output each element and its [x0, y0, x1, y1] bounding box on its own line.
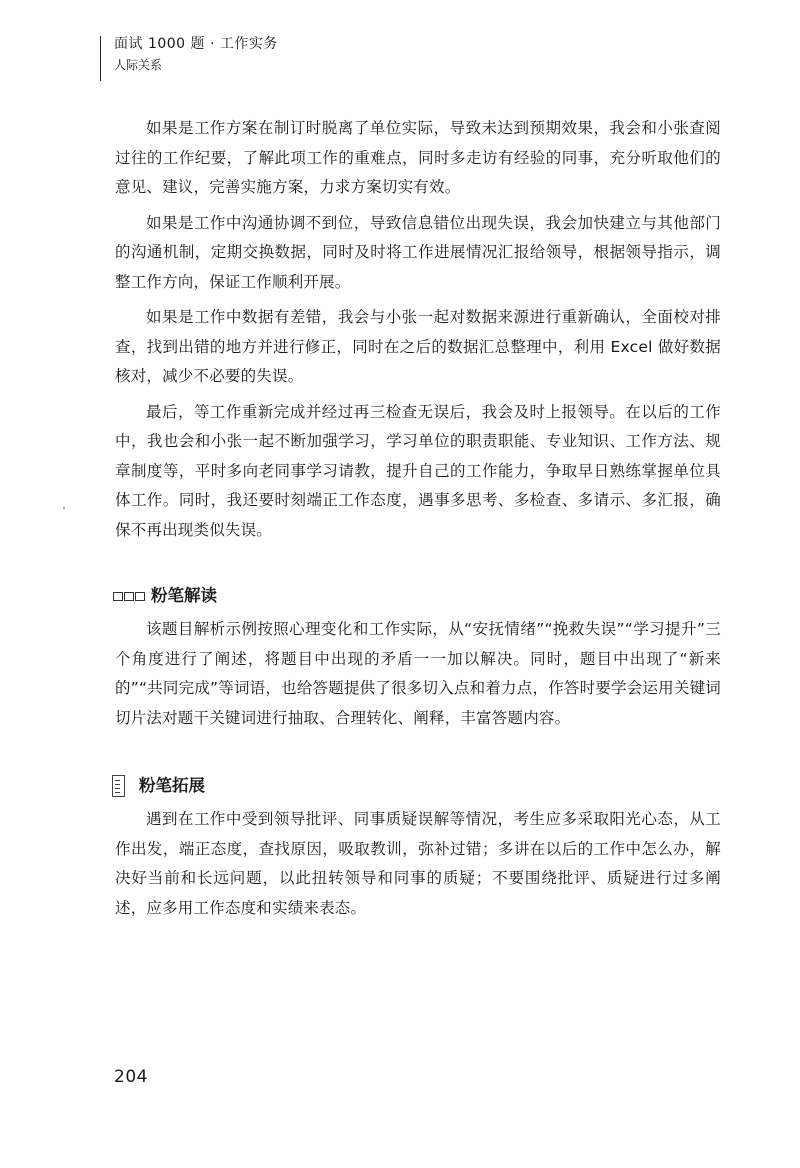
section-title: 粉笔拓展 — [139, 776, 205, 795]
body-paragraph: 如果是工作中数据有差错，我会与小张一起对数据来源进行重新确认，全面校对排查，找到出错的地方并进行修正，同时在之后的数据汇总整理中，利用 Excel 做好数据核对，减少不必要的失误。 — [115, 308, 721, 385]
chapter-title: 人际关系 — [114, 58, 163, 72]
book-title: 面试 1000 题 · 工作实务 — [114, 36, 278, 52]
section-heading-interpretation — [113, 583, 721, 609]
page-content — [115, 114, 721, 923]
header-rule — [100, 36, 101, 81]
body-paragraph: 如果是工作中沟通协调不到位，导致信息错位出现失误，我会加快建立与其他部门的沟通机制，定期交换数据，同时及时将工作进展情况汇报给领导，根据领导指示，调整工作方向，保证工作顺利开展。 — [115, 213, 721, 291]
body-paragraph: 如果是工作方案在制订时脱离了单位实际，导致未达到预期效果，我会和小张查阅过往的工作纪要，了解此项工作的重难点，同时多走访有经验的同事，充分听取他们的意见、建议，完善实施方案，力求方案切实有效。 — [115, 119, 721, 196]
margin-mark — [63, 507, 65, 509]
extension-paragraph: 遇到在工作中受到领导批评、同事质疑误解等情况，考生应多采取阳光心态，从工作出发，端正态度，查找原因，吸取教训，弥补过错；多讲在以后的工作中怎么办，解决好当前和长远问题，以此扭转领导和同事的质疑；不要围绕批评、质疑进行过多阐述，应多用工作态度和实绩来表态。 — [115, 810, 721, 917]
chalk-expand-icon — [112, 775, 125, 797]
section-title: 粉笔解读 — [151, 586, 217, 605]
page-number: 204 — [114, 1067, 148, 1087]
body-paragraph: 最后，等工作重新完成并经过再三检查无误后，我会及时上报领导。在以后的工作中，我也会和小张一起不断加强学习，学习单位的职责职能、专业知识、工作方法、规章制度等，平时多向老同事学习请教，提升自己的工作能力，争取早日熟练掌握单位具体工作。同时，我还要时刻端正工作态度，遇事多思考、多检查、多请示、多汇报，确保不再出现类似失误。 — [115, 402, 721, 539]
chalk-boxes-icon — [113, 592, 145, 601]
running-header — [100, 34, 400, 84]
section-heading-extension — [112, 773, 721, 799]
interpretation-paragraph: 该题目解析示例按照心理变化和工作实际，从“安抚情绪”“挽救失误”“学习提升”三个角度进行了阐述，将题目中出现的矛盾一一加以解决。同时，题目中出现了“新来的”“共同完成”等词语，也给答题提供了很多切入点和着力点，作答时要学会运用关键词切片法对题干关键词进行抽取、合理转化、阐释，丰富答题内容。 — [115, 620, 721, 727]
